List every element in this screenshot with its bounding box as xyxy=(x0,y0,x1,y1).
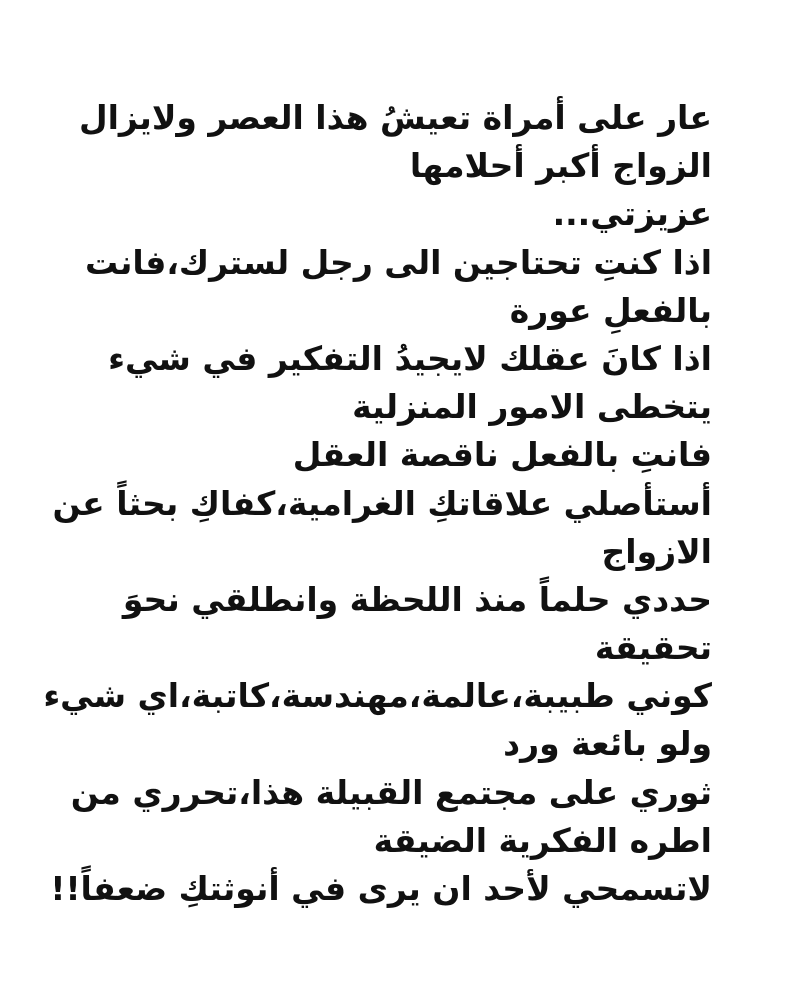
text-line: لاتسمحي لأحد ان يرى في أنوثتكِ ضعفاً!! xyxy=(50,869,712,908)
text-line: فانتِ بالفعل ناقصة العقل xyxy=(292,435,712,475)
text-line: ثوري على مجتمع القبيلة هذا،تحرري من xyxy=(70,772,712,812)
text-line: اذا كانَ عقلك لايجيدُ التفكير في شيء xyxy=(108,338,712,378)
arabic-text-block xyxy=(43,94,712,913)
text-line: اطره الفكرية الضيقة xyxy=(373,820,712,860)
text-line: الازواج xyxy=(601,531,712,571)
text-line: الزواج أكبر أحلامها xyxy=(409,146,712,186)
text-line: كوني طبيبة،عالمة،مهندسة،كاتبة،اي شيء xyxy=(43,676,712,716)
text-line: حددي حلماً منذ اللحظة وانطلقي نحوَ xyxy=(122,579,712,619)
text-line: تحقيقة xyxy=(594,628,712,668)
text-line: ولو بائعة ورد xyxy=(503,724,712,764)
text-line: بالفعلِ عورة xyxy=(509,290,712,330)
text-line: عزيزتي... xyxy=(552,194,712,234)
text-line: أستأصلي علاقاتكِ الغرامية،كفاكِ بحثاً عن xyxy=(52,483,712,523)
text-line: اذا كنتِ تحتاجين الى رجل لسترك،فانت xyxy=(85,242,712,282)
text-line: عار على أمراة تعيشُ هذا العصر ولايزال xyxy=(78,98,712,137)
text-line: يتخطى الامور المنزلية xyxy=(352,387,712,427)
